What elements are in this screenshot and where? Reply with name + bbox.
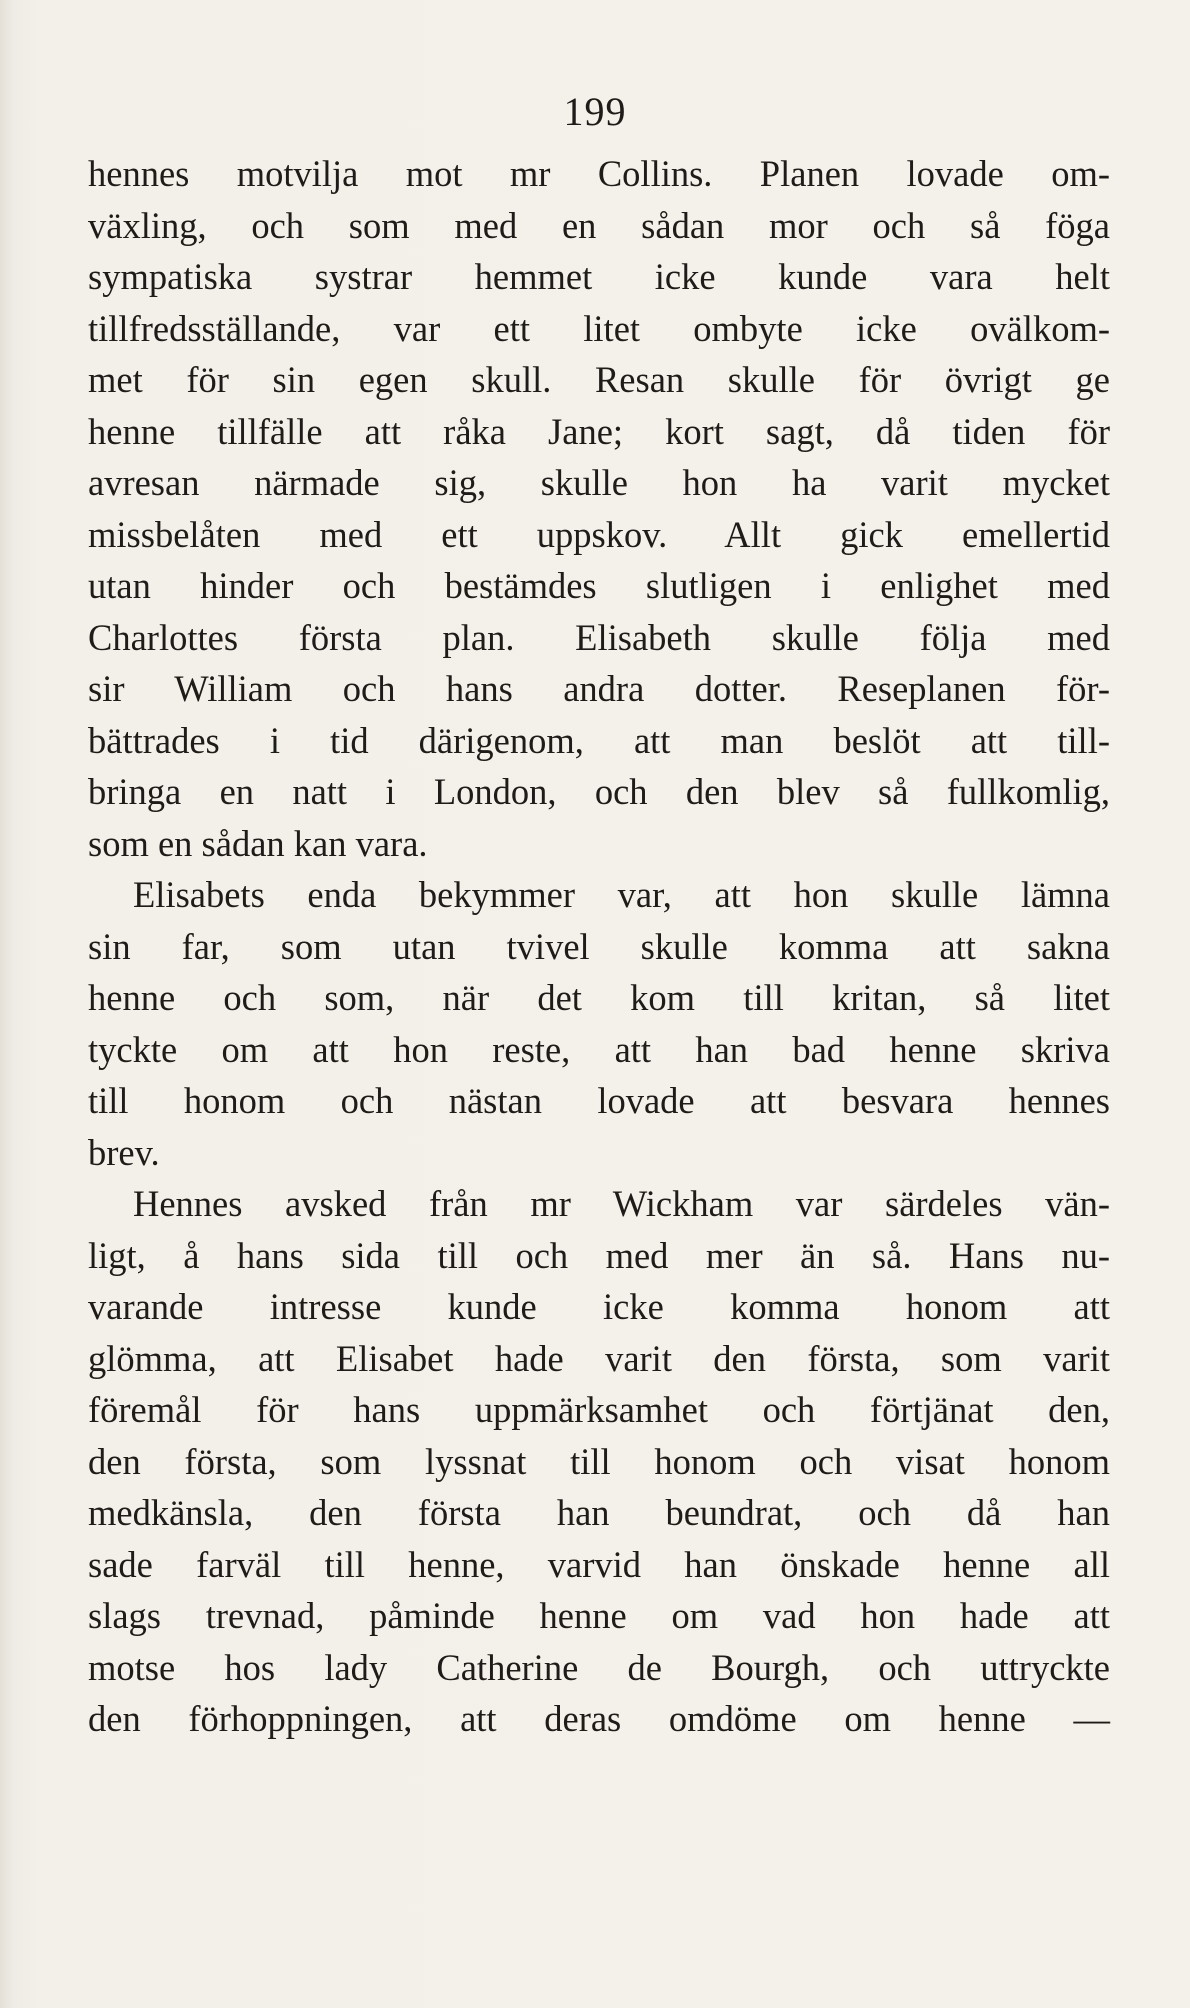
- text-line: tyckte om att hon reste, att han bad henne skriva: [88, 1028, 1110, 1070]
- text-line: den första, som lyssnat till honom och visat honom: [88, 1440, 1110, 1482]
- text-line: växling, och som med en sådan mor och så föga: [88, 204, 1110, 246]
- page-number: 199: [563, 89, 627, 134]
- text-line: Charlottes första plan. Elisabeth skulle följa med: [88, 616, 1110, 658]
- text-line: varande intresse kunde icke komma honom att: [88, 1286, 1110, 1327]
- text-line: glömma, att Elisabet hade varit den första, som varit: [88, 1337, 1110, 1379]
- paragraph-2: [88, 869, 1110, 1178]
- text-line: ligt, å hans sida till och med mer än så. Hans nu-: [88, 1234, 1110, 1276]
- text-line: slags trevnad, påminde henne om vad hon hade att: [88, 1595, 1110, 1636]
- text-line: met för sin egen skull. Resan skulle för övrigt ge: [88, 359, 1110, 400]
- text-line: hennes motvilja mot mr Collins. Planen lovade om-: [88, 153, 1110, 194]
- text-line: utan hinder och bestämdes slutligen i enlighet med: [88, 565, 1110, 606]
- text-line: sympatiska systrar hemmet icke kunde vara helt: [88, 256, 1110, 297]
- paragraph-1: [88, 148, 1110, 869]
- text-line: som en sådan kan vara.: [88, 822, 428, 864]
- text-line: Hennes avsked från mr Wickham var särdeles vän-: [133, 1183, 1110, 1224]
- text-line: Elisabets enda bekymmer var, att hon skulle lämna: [133, 874, 1110, 915]
- text-line: missbelåten med ett uppskov. Allt gick emellertid: [88, 513, 1110, 555]
- text-line: tillfredsställande, var ett litet ombyte icke ovälkom-: [88, 307, 1110, 349]
- text-line: henne och som, när det kom till kritan, så litet: [88, 977, 1110, 1018]
- text-line: brev.: [88, 1131, 160, 1173]
- text-line: avresan närmade sig, skulle hon ha varit mycket: [88, 462, 1110, 503]
- text-line: henne tillfälle att råka Jane; kort sagt, då tiden för: [88, 410, 1110, 452]
- text-line: sir William och hans andra dotter. Reseplanen för-: [88, 668, 1110, 709]
- text-line: till honom och nästan lovade att besvara hennes: [88, 1080, 1110, 1121]
- text-line: sade farväl till henne, varvid han önskade henne all: [88, 1543, 1110, 1585]
- text-line: den förhoppningen, att deras omdöme om henne —: [88, 1698, 1110, 1739]
- body-text: [88, 148, 1110, 1745]
- text-line: sin far, som utan tvivel skulle komma att sakna: [88, 925, 1110, 967]
- text-line: motse hos lady Catherine de Bourgh, och uttryckte: [88, 1646, 1110, 1688]
- text-line: föremål för hans uppmärksamhet och förtjänat den,: [88, 1389, 1110, 1430]
- text-line: medkänsla, den första han beundrat, och då han: [88, 1492, 1110, 1533]
- text-line: bringa en natt i London, och den blev så fullkomlig,: [88, 771, 1110, 812]
- paragraph-3: [88, 1178, 1110, 1745]
- text-line: bättrades i tid därigenom, att man beslöt att till-: [88, 719, 1110, 761]
